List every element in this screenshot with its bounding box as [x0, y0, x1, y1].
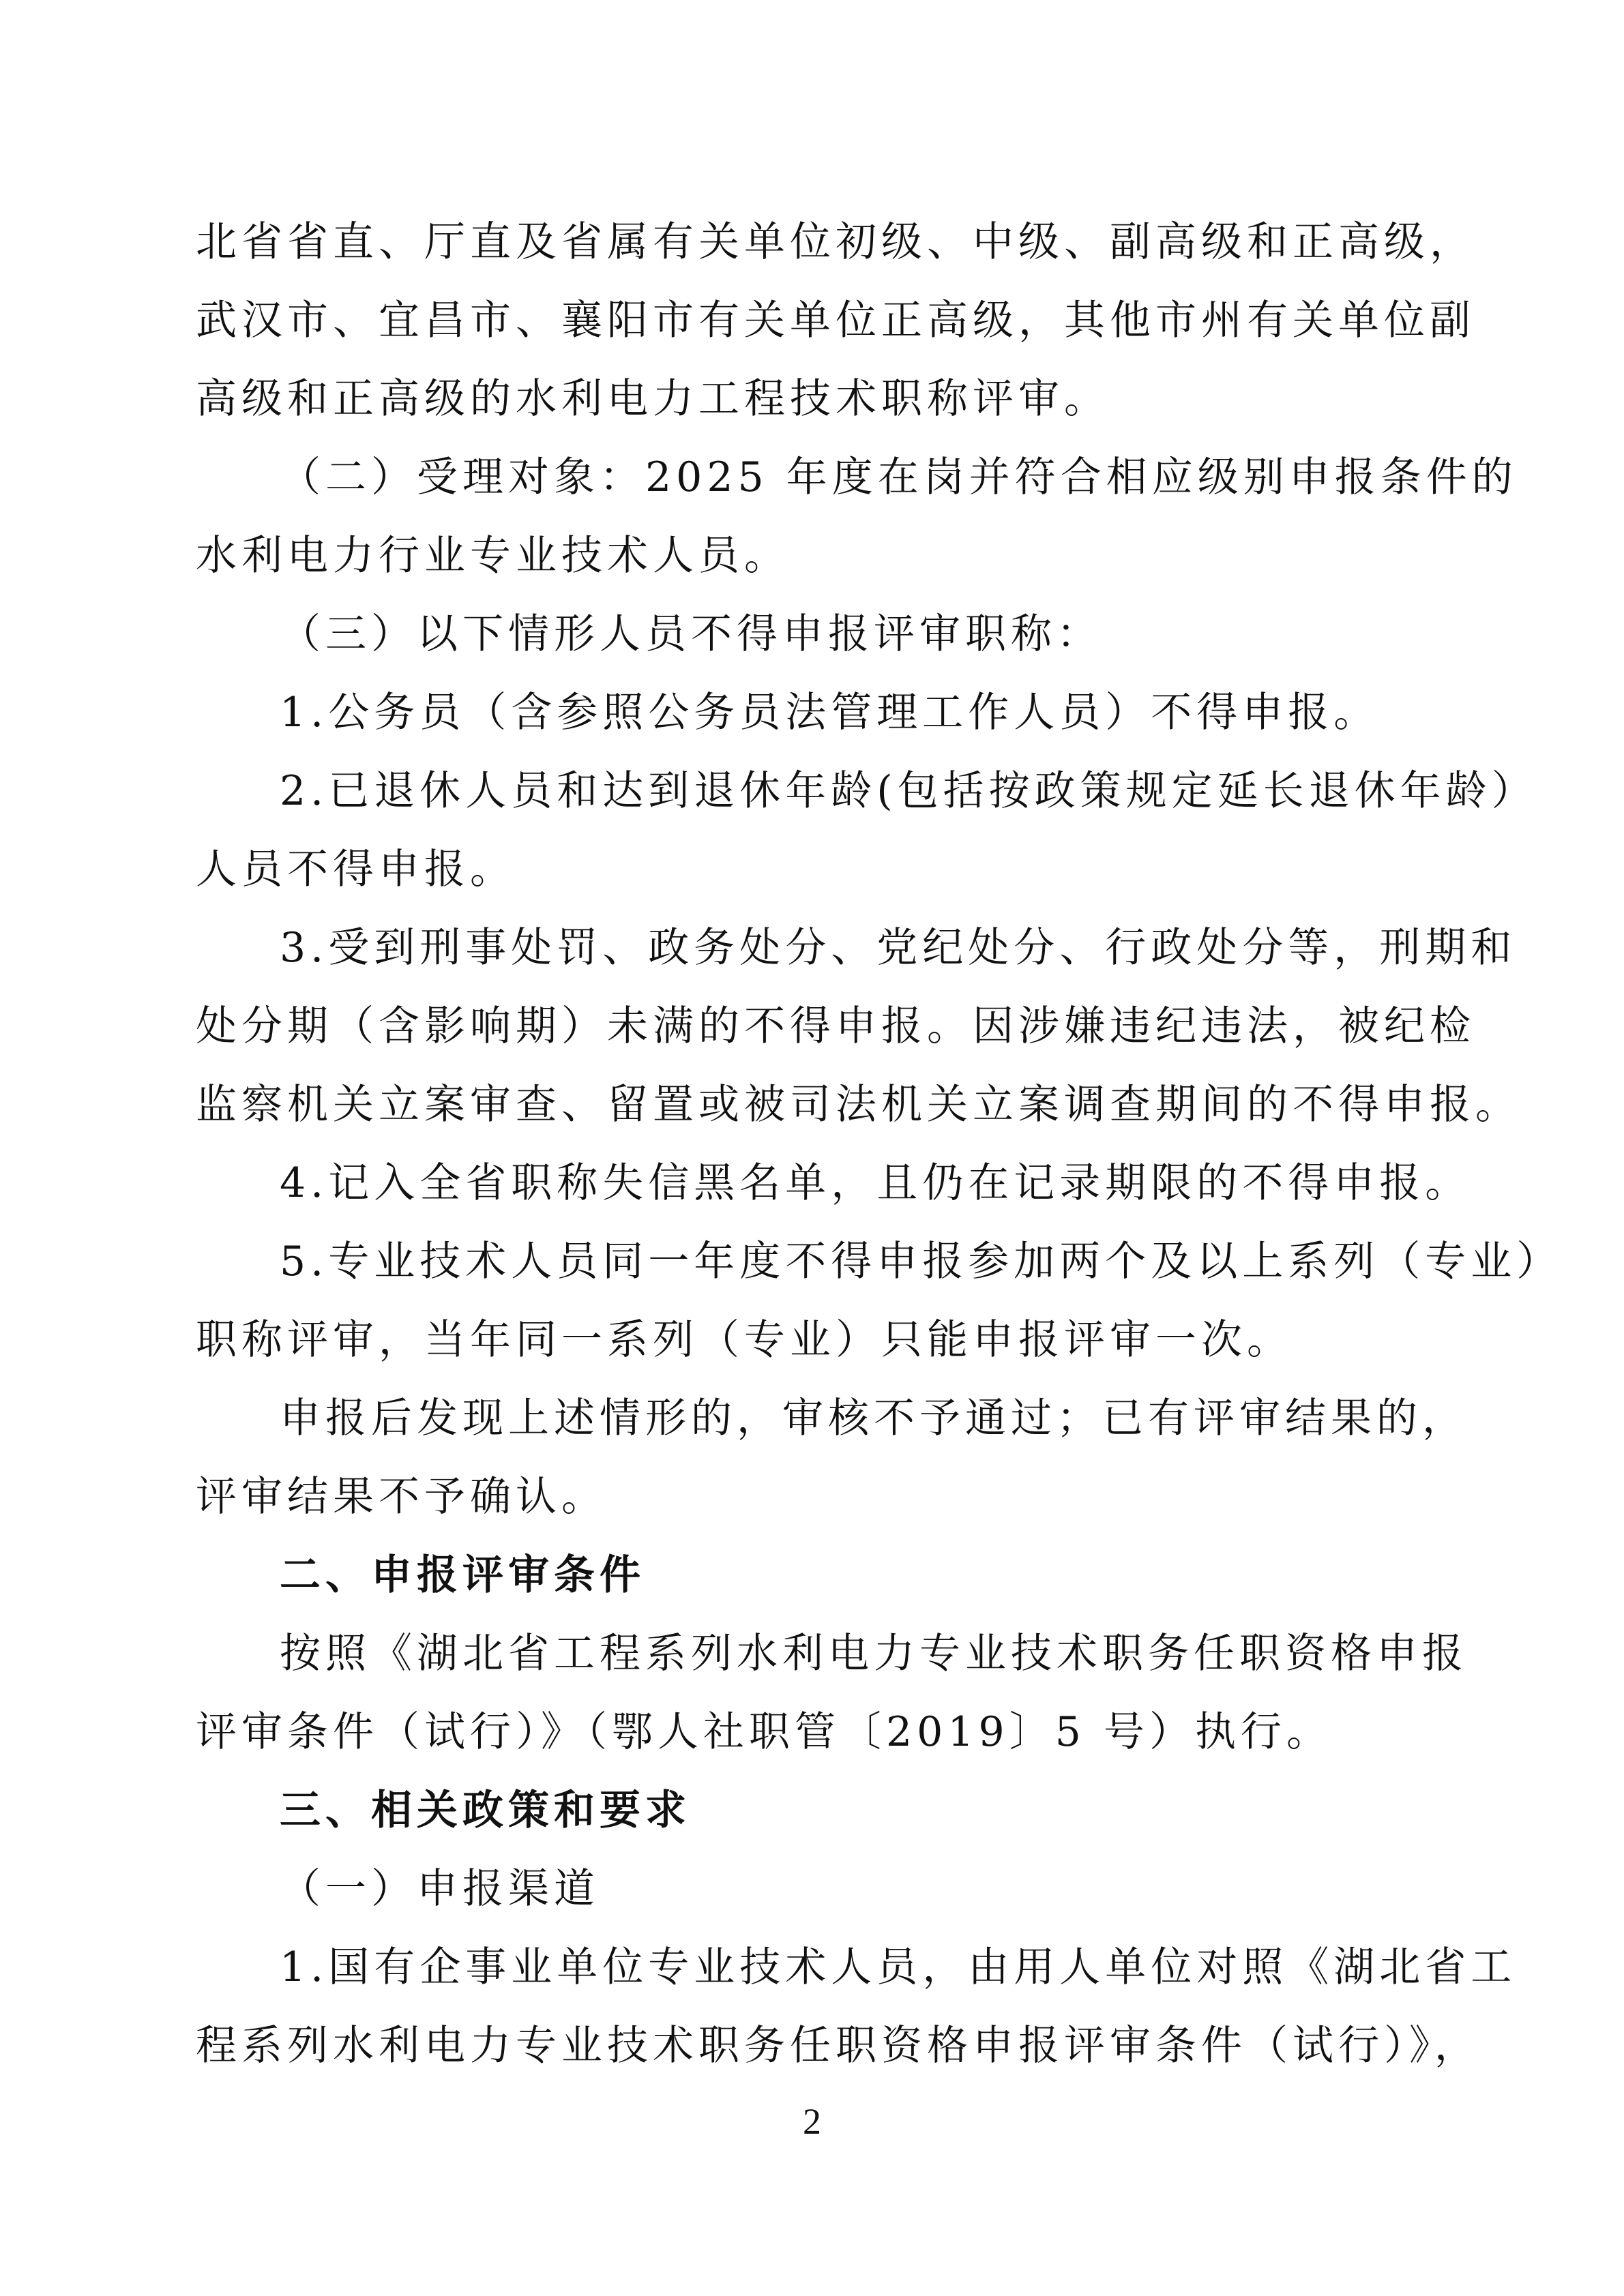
paragraph-line: 人员不得申报。: [196, 846, 516, 893]
list-item: 5.专业技术人员同一年度不得申报参加两个及以上系列（专业）: [280, 1238, 1563, 1285]
paragraph-line: 评审条件（试行）》（鄂人社职管〔2019〕5 号）执行。: [196, 1708, 1332, 1756]
list-item: 4.记入全省职称失信黑名单，且仍在记录期限的不得申报。: [280, 1159, 1471, 1207]
list-item: 1.公务员（含参照公务员法管理工作人员）不得申报。: [280, 689, 1380, 736]
paragraph-line: 申报后发现上述情形的，审核不予通过；已有评审结果的，: [280, 1395, 1468, 1442]
page-number: 2: [803, 2101, 821, 2142]
paragraph-line: 高级和正高级的水利电力工程技术职称评审。: [196, 375, 1110, 423]
list-item: 3.受到刑事处罚、政务处分、党纪处分、行政处分等，刑期和: [280, 924, 1517, 972]
paragraph-line: 职称评审，当年同一系列（专业）只能申报评审一次。: [196, 1316, 1293, 1364]
section-heading: 三、相关政策和要求: [280, 1787, 691, 1834]
paragraph-line: 监察机关立案审查、留置或被司法机关立案调查期间的不得申报。: [196, 1081, 1521, 1129]
paragraph-line: 按照《湖北省工程系列水利电力专业技术职务任职资格申报: [280, 1630, 1468, 1678]
list-item: 1.国有企事业单位专业技术人员，由用人单位对照《湖北省工: [280, 1943, 1517, 1991]
list-item: 2.已退休人员和达到退休年龄(包括按政策规定延长退休年龄）: [280, 767, 1537, 815]
paragraph-line: 程系列水利电力专业技术职务任职资格申报评审条件（试行）》，: [196, 2022, 1480, 2070]
paragraph-line: （三）以下情形人员不得申报评审职称：: [280, 610, 1102, 658]
section-heading: 二、申报评审条件: [280, 1551, 645, 1599]
paragraph-line: 武汉市、宜昌市、襄阳市有关单位正高级，其他市州有关单位副: [196, 297, 1475, 344]
paragraph-line: 处分期（含影响期）未满的不得申报。因涉嫌违纪违法，被纪检: [196, 1002, 1475, 1050]
paragraph-line: 评审结果不予确认。: [196, 1473, 607, 1521]
paragraph-line: 北省省直、厅直及省属有关单位初级、中级、副高级和正高级，: [196, 218, 1475, 266]
paragraph-line: （二）受理对象：2025 年度在岗并符合相应级别申报条件的: [280, 453, 1518, 501]
paragraph-line: 水利电力行业专业技术人员。: [196, 532, 790, 580]
subsection-heading: （一）申报渠道: [280, 1865, 600, 1913]
